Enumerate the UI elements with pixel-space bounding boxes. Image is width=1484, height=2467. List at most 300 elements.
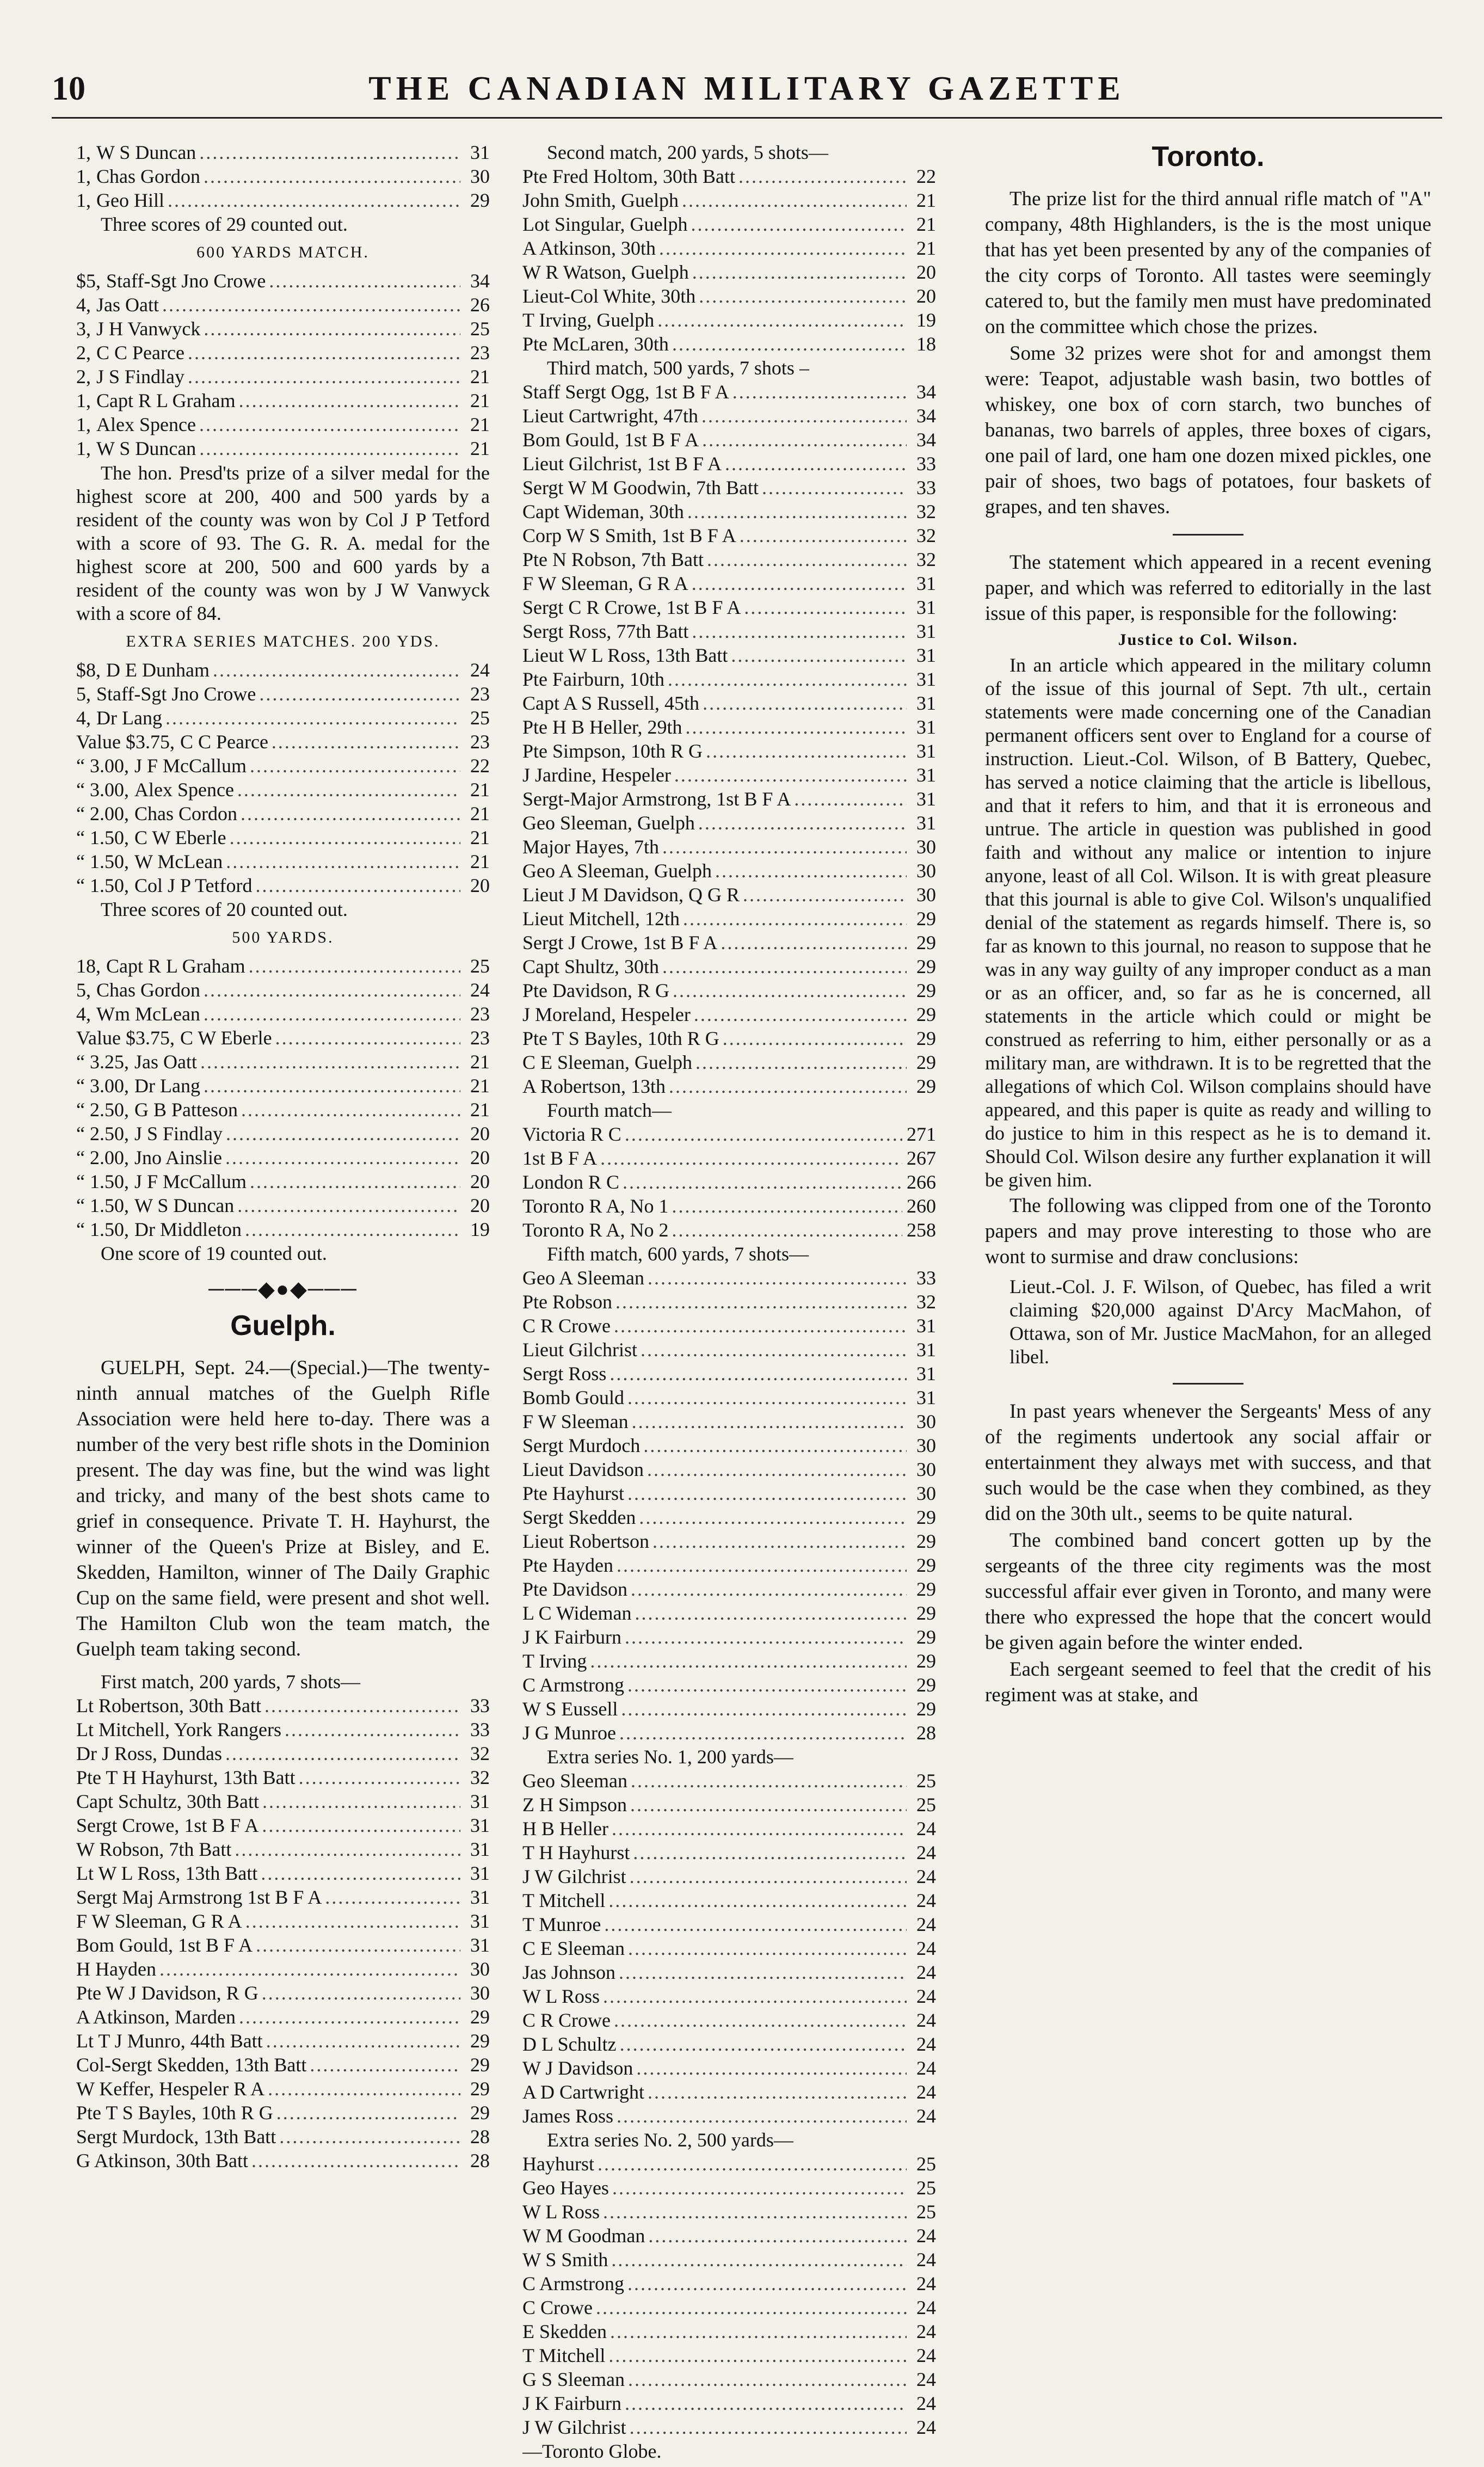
score-row	[76, 389, 490, 413]
leader-dots	[703, 691, 907, 715]
competitor-name: Pte W J Davidson, R G	[76, 1982, 258, 2004]
leader-dots	[165, 706, 460, 730]
competitor-name: C R Crowe	[522, 2009, 611, 2031]
leader-dots	[237, 1193, 460, 1217]
score-row	[76, 954, 490, 978]
score-row	[76, 140, 490, 164]
score-value: 29	[916, 1674, 936, 1696]
score-list-third-match	[522, 380, 936, 1098]
leader-dots	[251, 2149, 460, 2173]
competitor-name: Geo A Sleeman, Guelph	[522, 860, 712, 882]
score-value: 30	[916, 1411, 936, 1432]
competitor-name: Geo A Sleeman	[522, 1267, 644, 1289]
leader-dots	[299, 1765, 460, 1789]
score-row	[76, 1146, 490, 1170]
score-row	[522, 931, 936, 955]
prize-amount: 1,	[76, 142, 91, 163]
score-row	[522, 2104, 936, 2128]
leader-dots	[245, 1217, 460, 1241]
score-row	[522, 284, 936, 308]
score-value: 24	[916, 1914, 936, 1935]
score-row	[76, 826, 490, 850]
competitor-name: J W Gilchrist	[522, 2416, 626, 2438]
score-row	[522, 2032, 936, 2056]
leader-dots	[738, 164, 907, 188]
competitor-name: W L Ross	[522, 1985, 600, 2007]
leader-dots	[612, 1817, 907, 1841]
second-match-heading: Second match, 200 yards, 5 shots—	[547, 142, 828, 163]
score-row	[522, 739, 936, 763]
competitor-name: T Irving	[522, 1650, 587, 1672]
score-list-second-match	[522, 164, 936, 356]
score-value: 21	[470, 390, 490, 411]
competitor-name: Pte T S Bayles, 10th R G	[76, 2102, 273, 2124]
competitor-name: Sergt Crowe, 1st B F A	[76, 1814, 259, 1836]
score-value: 33	[470, 1695, 490, 1717]
score-row	[76, 1026, 490, 1050]
score-value: 31	[916, 692, 936, 714]
score-value: 29	[470, 2030, 490, 2052]
competitor-name: John Smith, Guelph	[522, 189, 679, 211]
score-row	[522, 859, 936, 883]
leader-dots	[668, 667, 907, 691]
score-list-extra	[76, 658, 490, 897]
score-value: 24	[916, 1937, 936, 1959]
score-value: 29	[916, 908, 936, 930]
score-row	[76, 1933, 490, 1957]
leader-dots	[648, 1266, 907, 1290]
score-row	[522, 1386, 936, 1410]
leader-dots	[609, 1362, 907, 1386]
leader-dots	[204, 164, 460, 188]
score-value: 31	[916, 1387, 936, 1408]
competitor-name: C W Eberle	[134, 827, 226, 848]
score-row	[522, 2391, 936, 2415]
score-row	[76, 317, 490, 341]
competitor-name: J F McCallum	[134, 1171, 247, 1192]
prize-amount: “ 2.00,	[76, 803, 129, 825]
score-row	[522, 2320, 936, 2343]
score-row	[522, 1074, 936, 1098]
competitor-name: Lieut Mitchell, 12th	[522, 908, 680, 930]
leader-dots	[794, 787, 907, 811]
score-value: 34	[470, 270, 490, 292]
leader-dots	[628, 2367, 907, 2391]
score-value: 19	[470, 1219, 490, 1240]
score-value: 25	[916, 1770, 936, 1792]
score-value: 32	[470, 1767, 490, 1788]
prize-amount: “ 1.50,	[76, 827, 129, 848]
prize-amount: 2,	[76, 342, 91, 364]
score-row	[522, 2248, 936, 2272]
leader-dots	[707, 547, 907, 571]
competitor-name: W L Ross	[522, 2201, 600, 2223]
prize-amount: “ 3.00,	[76, 1075, 129, 1097]
score-value: 31	[916, 764, 936, 786]
score-value: 26	[470, 294, 490, 316]
score-value: 21	[470, 1051, 490, 1073]
score-value: 24	[470, 659, 490, 681]
score-list-fourth-match	[522, 1122, 936, 1242]
leader-dots	[628, 1936, 907, 1960]
score-row	[522, 2272, 936, 2296]
top-score-list	[76, 140, 490, 212]
competitor-name: Geo Sleeman	[522, 1770, 627, 1792]
competitor-name: Chas Gordon	[96, 165, 200, 187]
score-row	[76, 2029, 490, 2053]
score-value: 29	[916, 932, 936, 953]
score-row	[522, 1960, 936, 1984]
competitor-name: J S Findlay	[96, 366, 185, 387]
leader-dots	[610, 2320, 907, 2343]
competitor-name: London R C	[522, 1171, 620, 1193]
mess-paragraph-1: In past years whenever the Sergeants' Mess of any of the regiments undertook any social affair or entertainment they always met with success, and that such would be the case when they combined, as they did on the 30th ult., seems to be quite natural.	[985, 1400, 1431, 1525]
competitor-name: W Keffer, Hespeler R A	[76, 2078, 265, 2100]
leader-dots	[266, 2029, 460, 2053]
score-value: 29	[470, 2054, 490, 2076]
score-row	[76, 2101, 490, 2125]
score-row	[76, 682, 490, 706]
leader-dots	[692, 571, 907, 595]
leader-dots	[603, 1984, 907, 2008]
competitor-name: Pte Davidson	[522, 1578, 627, 1600]
leader-dots	[636, 2056, 907, 2080]
score-list-600	[76, 269, 490, 460]
score-value: 29	[470, 2102, 490, 2124]
heading-600-yards: 600 YARDS MATCH.	[196, 243, 370, 261]
competitor-name: T Mitchell	[522, 1890, 606, 1911]
leader-dots	[256, 1933, 460, 1957]
leader-dots	[230, 826, 460, 850]
newspaper-title: THE CANADIAN MILITARY GAZETTE	[368, 70, 1125, 107]
competitor-name: T Irving, Guelph	[522, 309, 655, 331]
competitor-name: W S Duncan	[96, 142, 196, 163]
leader-dots	[682, 188, 907, 212]
score-value: 258	[907, 1219, 936, 1241]
leader-dots	[648, 2224, 907, 2248]
prize-amount: “ 1.50,	[76, 875, 129, 896]
competitor-name: A Atkinson, Marden	[76, 2006, 236, 2028]
competitor-name: J Moreland, Hespeler	[522, 1004, 691, 1025]
competitor-name: Dr J Ross, Dundas	[76, 1743, 223, 1764]
leader-dots	[701, 404, 907, 428]
score-row	[522, 1290, 936, 1314]
score-value: 28	[470, 2150, 490, 2171]
score-value: 29	[470, 2078, 490, 2100]
score-row	[76, 1837, 490, 1861]
score-value: 31	[916, 1315, 936, 1337]
competitor-name: F W Sleeman, G R A	[76, 1910, 242, 1932]
competitor-name: C E Sleeman, Guelph	[522, 1051, 692, 1073]
leader-dots	[633, 1841, 907, 1865]
competitor-name: D E Dunham	[106, 659, 210, 681]
score-row	[522, 715, 936, 739]
score-row	[522, 835, 936, 859]
competitor-name: C Armstrong	[522, 1674, 625, 1696]
leader-dots	[740, 524, 907, 547]
score-row	[522, 1649, 936, 1673]
prize-amount: “ 1.50,	[76, 851, 129, 872]
score-value: 24	[916, 1890, 936, 1911]
score-value: 20	[470, 1123, 490, 1145]
score-value: 21	[470, 414, 490, 435]
score-value: 31	[916, 812, 936, 834]
score-value: 25	[470, 707, 490, 729]
leader-dots	[715, 859, 907, 883]
leader-dots	[249, 954, 460, 978]
competitor-name: Pte Davidson, R G	[522, 980, 669, 1001]
score-row	[522, 1146, 936, 1170]
competitor-name: A Robertson, 13th	[522, 1075, 666, 1097]
competitor-name: W S Eussell	[522, 1698, 618, 1720]
score-value: 29	[916, 1626, 936, 1648]
competitor-name: Col-Sergt Skedden, 13th Batt	[76, 2054, 307, 2076]
competitor-name: C E Sleeman	[522, 1937, 625, 1959]
leader-dots	[608, 2343, 907, 2367]
score-value: 31	[916, 620, 936, 642]
score-row	[76, 2005, 490, 2029]
leader-dots	[672, 332, 907, 356]
note-500: One score of 19 counted out.	[101, 1242, 327, 1264]
leader-dots	[674, 763, 907, 787]
score-value: 20	[470, 1171, 490, 1192]
score-row	[522, 1817, 936, 1841]
score-value: 32	[916, 501, 936, 522]
score-row	[522, 404, 936, 428]
score-row	[76, 341, 490, 365]
prize-amount: Value $3.75,	[76, 1027, 175, 1049]
leader-dots	[188, 365, 460, 389]
leader-dots	[159, 1957, 460, 1981]
score-value: 21	[916, 189, 936, 211]
score-row	[522, 811, 936, 835]
score-row	[522, 2200, 936, 2224]
score-value: 31	[916, 668, 936, 690]
section-divider	[1173, 534, 1243, 536]
leader-dots	[627, 1673, 907, 1697]
competitor-name: Major Hayes, 7th	[522, 836, 659, 858]
score-value: 30	[916, 836, 936, 858]
score-row	[76, 164, 490, 188]
third-match-heading: Third match, 500 yards, 7 shots –	[547, 357, 809, 379]
competitor-name: Lieut-Col White, 30th	[522, 285, 696, 307]
competitor-name: James Ross	[522, 2105, 614, 2127]
leader-dots	[264, 1694, 460, 1718]
competitor-name: Toronto R A, No 1	[522, 1195, 669, 1217]
competitor-name: A D Cartwright	[522, 2081, 644, 2103]
score-value: 30	[916, 1459, 936, 1480]
score-value: 29	[916, 1506, 936, 1528]
competitor-name: Victoria R C	[522, 1123, 621, 1145]
score-value: 23	[470, 1003, 490, 1025]
score-value: 29	[916, 1650, 936, 1672]
score-row	[522, 955, 936, 979]
leader-dots	[199, 413, 460, 436]
score-value: 31	[916, 573, 936, 594]
score-row	[522, 1338, 936, 1362]
leader-dots	[620, 2032, 907, 2056]
leader-dots	[275, 1026, 460, 1050]
fifth-match-heading: Fifth match, 600 yards, 7 shots—	[547, 1243, 809, 1265]
score-value: 267	[907, 1147, 936, 1169]
competitor-name: Capt Shultz, 30th	[522, 956, 659, 977]
score-value: 28	[916, 1722, 936, 1744]
prize-amount: $8,	[76, 659, 101, 681]
competitor-name: Chas Gordon	[96, 979, 200, 1001]
competitor-name: Pte Fred Holtom, 30th Batt	[522, 165, 735, 187]
guelph-paragraph: GUELPH, Sept. 24.—(Special.)—The twenty-ninth annual matches of the Guelph Rifle Association were held here to-day. There was a number of the very best rifle shots in the Dominion present. The day was fine, but the wind was light and tricky, and many of the best shots came to grief in consequence. Private T. H. Hayhurst, the winner of the Queen's Prize at Bisley, and E. Skedden, Hamilton, winner of The Daily Graphic Cup on the same field, were present and shot well. The Hamilton Club won the team match, the Guelph team taking second.	[76, 1357, 490, 1660]
score-value: 22	[470, 755, 490, 777]
leader-dots	[694, 1002, 907, 1026]
score-value: 23	[470, 1027, 490, 1049]
leader-dots	[225, 1742, 460, 1765]
score-value: 31	[916, 644, 936, 666]
competitor-name: Sergt Ross	[522, 1363, 607, 1385]
competitor-name: W J Davidson	[522, 2057, 633, 2079]
leader-dots	[686, 715, 907, 739]
leader-dots	[615, 1290, 907, 1314]
score-row	[522, 1481, 936, 1505]
score-row	[522, 1457, 936, 1481]
leader-dots	[168, 188, 460, 212]
leader-dots	[662, 835, 907, 859]
score-row	[522, 1314, 936, 1338]
score-value: 24	[916, 1842, 936, 1863]
score-value: 23	[470, 342, 490, 364]
leader-dots	[625, 2391, 907, 2415]
score-row	[522, 452, 936, 476]
competitor-name: F W Sleeman	[522, 1411, 629, 1432]
competitor-name: Sergt J Crowe, 1st B F A	[522, 932, 718, 953]
leader-dots	[310, 2053, 460, 2077]
competitor-name: J W Gilchrist	[522, 1866, 626, 1887]
competitor-name: Sergt W M Goodwin, 7th Batt	[522, 477, 759, 499]
competitor-name: Wm McLean	[96, 1003, 200, 1025]
column-right	[985, 140, 1431, 1709]
competitor-name: Pte McLaren, 30th	[522, 333, 669, 355]
score-value: 266	[907, 1171, 936, 1193]
leader-dots	[225, 1146, 460, 1170]
leader-dots	[245, 1909, 460, 1933]
competitor-name: Jas Oatt	[96, 294, 159, 316]
score-row	[522, 500, 936, 524]
score-value: 25	[916, 1794, 936, 1816]
leader-dots	[604, 1912, 907, 1936]
score-row	[522, 1529, 936, 1553]
score-row	[522, 2415, 936, 2439]
competitor-name: W S Smith	[522, 2249, 608, 2271]
leader-dots	[268, 2077, 460, 2101]
score-row	[522, 1194, 936, 1218]
extra-note: Three scores of 20 counted out.	[101, 899, 348, 920]
leader-dots	[239, 389, 460, 413]
competitor-name: Geo Hayes	[522, 2177, 609, 2199]
competitor-name: J K Fairburn	[522, 1626, 621, 1648]
score-row	[522, 1362, 936, 1386]
score-value: 20	[470, 1195, 490, 1216]
prize-amount: 1,	[76, 165, 91, 187]
competitor-name: Pte Hayhurst	[522, 1482, 624, 1504]
leader-dots	[659, 236, 907, 260]
score-row	[76, 1098, 490, 1122]
score-row	[522, 787, 936, 811]
score-value: 24	[916, 2009, 936, 2031]
competitor-name: Pte H B Heller, 29th	[522, 716, 682, 738]
score-value: 23	[470, 731, 490, 753]
score-row	[76, 1742, 490, 1765]
leader-dots	[600, 1146, 902, 1170]
competitor-name: T Mitchell	[522, 2345, 606, 2366]
competitor-name: Dr Lang	[134, 1075, 200, 1097]
prize-amount: 4,	[76, 1003, 91, 1025]
competitor-name: C Crowe	[522, 2297, 593, 2318]
competitor-name: Bom Gould, 1st B F A	[522, 429, 699, 451]
competitor-name: C Armstrong	[522, 2273, 625, 2294]
competitor-name: Sergt Murdock, 13th Batt	[76, 2126, 276, 2148]
competitor-name: Staff Sergt Ogg, 1st B F A	[522, 381, 729, 403]
score-row	[522, 2343, 936, 2367]
extra-series-2-heading: Extra series No. 2, 500 yards—	[547, 2129, 793, 2151]
competitor-name: C R Crowe	[522, 1315, 611, 1337]
competitor-name: Chas Cordon	[134, 803, 237, 825]
score-value: 21	[470, 827, 490, 848]
leader-dots	[603, 2200, 907, 2224]
leader-dots	[262, 1981, 460, 2005]
competitor-name: Bomb Gould	[522, 1387, 625, 1408]
score-value: 32	[916, 549, 936, 570]
score-row	[76, 1765, 490, 1789]
competitor-name: Z H Simpson	[522, 1794, 627, 1816]
score-row	[522, 1266, 936, 1290]
score-value: 33	[916, 477, 936, 499]
competitor-name: Capt Wideman, 30th	[522, 501, 684, 522]
toronto-heading: Toronto.	[1152, 141, 1265, 173]
score-row	[522, 595, 936, 619]
leader-dots	[239, 2005, 460, 2029]
leader-dots	[276, 2101, 460, 2125]
score-value: 20	[470, 1147, 490, 1168]
score-value: 32	[916, 1291, 936, 1313]
score-value: 20	[916, 261, 936, 283]
score-list-first-match	[76, 1694, 490, 2173]
score-value: 24	[916, 2345, 936, 2366]
leader-dots	[630, 1865, 907, 1888]
score-row	[522, 212, 936, 236]
score-row	[522, 1050, 936, 1074]
score-row	[522, 308, 936, 332]
leader-dots	[762, 476, 907, 500]
prize-amount: 1,	[76, 390, 91, 411]
score-row	[76, 1885, 490, 1909]
score-value: 30	[916, 1435, 936, 1456]
score-row	[76, 436, 490, 460]
competitor-name: Pte N Robson, 7th Batt	[522, 549, 704, 570]
score-row	[76, 2125, 490, 2149]
leader-dots	[672, 1218, 903, 1242]
prize-amount: 2,	[76, 366, 91, 387]
competitor-name: Lot Singular, Guelph	[522, 213, 688, 235]
leader-dots	[687, 500, 907, 524]
score-list-extra-series-1	[522, 1769, 936, 2128]
score-value: 33	[916, 1267, 936, 1289]
score-value: 30	[916, 884, 936, 906]
leader-dots	[204, 1074, 460, 1098]
column-middle	[522, 140, 936, 2463]
leader-dots	[204, 1002, 460, 1026]
competitor-name: Sergt-Major Armstrong, 1st B F A	[522, 788, 791, 810]
score-value: 29	[916, 1578, 936, 1600]
competitor-name: H B Heller	[522, 1818, 608, 1840]
